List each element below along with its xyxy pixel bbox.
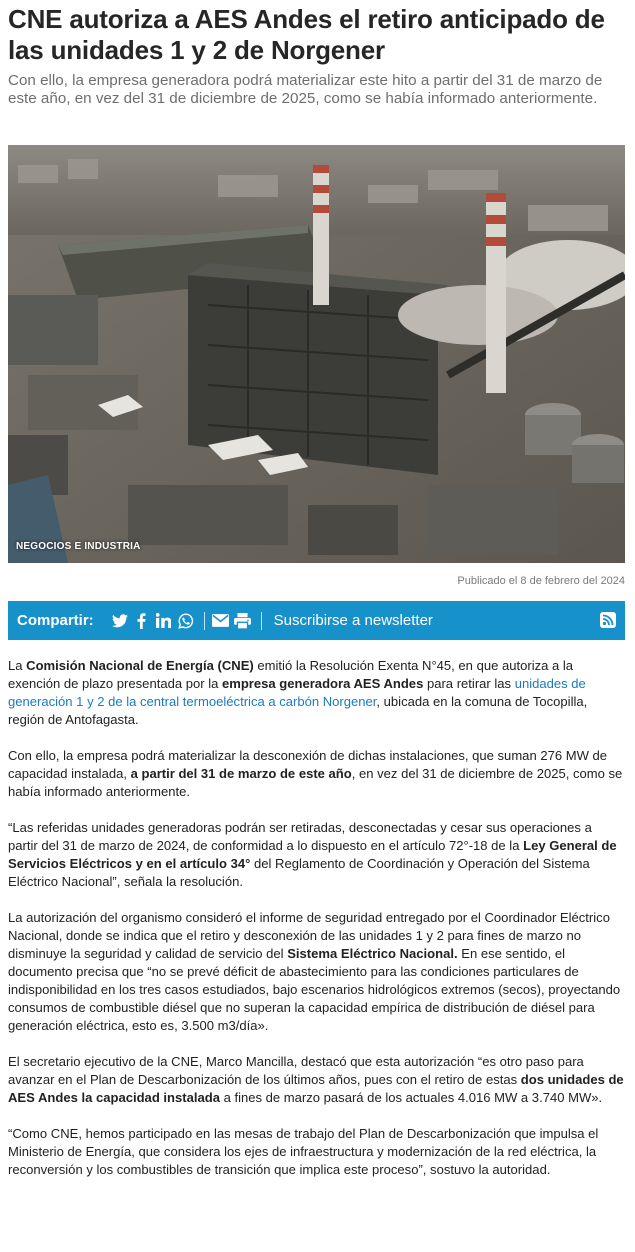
body-paragraph: Con ello, la empresa podrá materializar la desconexión de dichas instalaciones, que suman 276 MW de capacidad instalada, a partir del 31 de marzo de este año, en vez del 31 de diciembre de 2025, como se había informado anteriormente.: [8, 748, 623, 799]
article-lead: Con ello, la empresa generadora podrá materializar este hito a partir del 31 de marzo de este año, en vez del 31 de diciembre de 2025, como se había informado anteriormente.: [8, 72, 603, 107]
body-paragraph: “Como CNE, hemos participado en las mesas de trabajo del Plan de Descarbonización que impulsa el Ministerio de Energía, que considera los ejes de infraestructura y modernización de la red eléctrica, la reconversión y los combustibles de transición que implica este proceso”, sostuvo la autoridad.: [8, 1126, 599, 1177]
share-label: Compartir:: [17, 612, 94, 629]
print-icon[interactable]: [233, 611, 253, 631]
body-paragraph: La Comisión Nacional de Energía (CNE) emitió la Resolución Exenta N°45, en que autoriza a la exención de plazo presentada por la empresa generadora AES Andes para retirar las unidades de generación 1 y 2 de la central termoeléctrica a carbón Norgener, ubicada en la comuna de Tocopilla, región de Antofagasta.: [8, 658, 588, 727]
share-icons: [110, 611, 268, 631]
article-photo: [8, 145, 625, 563]
body-paragraph: La autorización del organismo consideró el informe de seguridad entregado por el Coordinador Eléctrico Nacional, donde se indica que el retiro y desconexión de las unidades 1 y 2 para fines de marzo no disminuye la seguridad y calidad de servicio del Sistema Eléctrico Nacional. En ese sentido, el documento precisa que “no se prevé déficit de abastecimiento para las condiciones particulares de indisponibilidad en los tres casos estudiados, bajo escenarios hidrológicos extremos (secos), proyectando consumos de combustible diésel que no superan la capacidad empírica de distribución de diésel para generación eléctrica, esto es, 3.500 m3/día».: [8, 910, 621, 1033]
article-headline: CNE autoriza a AES Andes el retiro anticipado de las unidades 1 y 2 de Norgener: [8, 4, 605, 65]
share-bar: [8, 601, 625, 640]
linkedin-icon[interactable]: [154, 611, 174, 631]
article-body: [8, 657, 625, 1197]
share-divider: [204, 612, 205, 630]
photo-credit: NEGOCIOS E INDUSTRIA: [16, 541, 141, 552]
newsletter-link[interactable]: Suscribirse a newsletter: [273, 612, 433, 629]
publish-date: Publicado el 8 de febrero del 2024: [457, 575, 625, 587]
twitter-icon[interactable]: [110, 611, 130, 631]
whatsapp-icon[interactable]: [176, 611, 196, 631]
body-paragraph: “Las referidas unidades generadoras podrán ser retiradas, desconectadas y cesar sus operaciones a partir del 31 de marzo de 2024, de conformidad a lo dispuesto en el artículo 72°-18 de la Ley General de Servicios Eléctricos y en el artículo 34° del Reglamento de Coordinación y Operación del Sistema Eléctrico Nacional”, señala la resolución.: [8, 820, 617, 889]
rss-icon[interactable]: [600, 612, 616, 628]
power-plant-image: [8, 145, 625, 563]
norgener-units-link[interactable]: unidades de generación 1 y 2 de la central termoeléctrica a carbón Norgener: [8, 676, 586, 709]
email-icon[interactable]: [211, 611, 231, 631]
share-divider: [261, 612, 262, 630]
body-paragraph: El secretario ejecutivo de la CNE, Marco Mancilla, destacó que esta autorización “es otro paso para avanzar en el Plan de Descarbonización de los últimos años, pues con el retiro de estas dos unidades de AES Andes la capacidad instalada a fines de marzo pasará de los actuales 4.016 MW a 3.740 MW».: [8, 1054, 624, 1105]
facebook-icon[interactable]: [132, 611, 152, 631]
